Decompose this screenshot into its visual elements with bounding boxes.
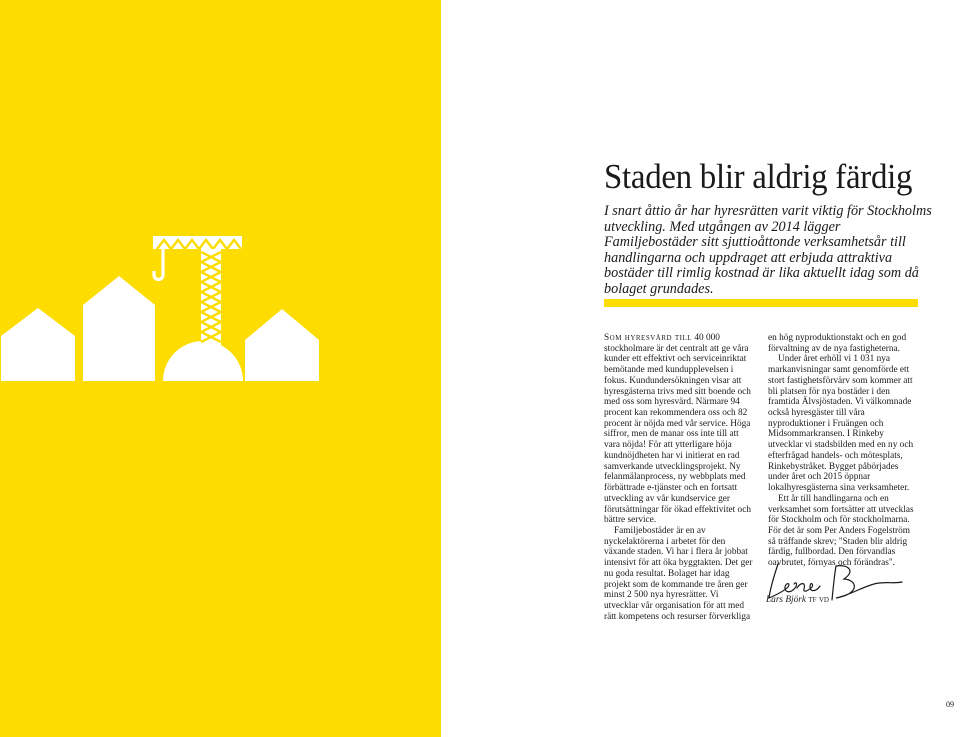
city-crane-illustration: [0, 0, 441, 737]
body-paragraph: en hög nyproduktionstakt och en god förvaltning av de nya fastigheterna.: [768, 333, 907, 354]
page-number: 09: [946, 700, 954, 709]
body-column-right: [768, 333, 920, 569]
accent-rule: [604, 299, 918, 307]
body-text: 40 000 stockholmare är det centralt att ge våra kunder ett effektivt och serviceinriktat bemötande med kundupplevelsen i fokus. Kundundersökningen visar att hyresgästerna trivs med sitt boende och med oss som hyresvärd. Närmare 94 procent kan rekommendera oss och 82 procent är nöjda med vår service. Höga siffror, men de manar oss inte till att vara nöjda! För att ytterligare höja kundnöjdheten har vi initierat en rad samverkande utvecklingsprojekt. Ny felanmälanprocess, ny webbplats med förbättrade e-tjänster och en fortsatt utveckling av vår kundservice ger förutsättningar för ökad effektivitet och bättre service.: [604, 333, 751, 526]
body-paragraph: [604, 333, 754, 526]
signer-role: tf vd: [808, 595, 829, 605]
body-column-left: [604, 333, 754, 622]
house-left-icon: [1, 308, 75, 381]
signature-caption: [766, 595, 829, 605]
crane-icon: [153, 236, 242, 348]
body-paragraph: Ett år till handlingarna och en verksamhet som fortsätter att utvecklas för Stockholm och för stockholmarna. För det är som Per Anders Fogelström så träffande skrev; "Staden blir aldrig färdig, fullbordad. Den förvandlas oavbrutet, förnyas och förändras".: [768, 493, 914, 569]
lead-in-caps: Som hyresvärd till: [604, 333, 693, 343]
house-tall-icon: [83, 276, 155, 381]
body-paragraph: Familjebostäder är en av nyckelaktörerna i arbetet för den växande staden. Vi har i flera år jobbat intensivt för att öka byggtakten. Det ger nu goda resultat. Bolaget har idag projekt som de kommande tre åren ger minst 2 500 nya hyresrätter. Vi utvecklar vår organisation för att med rätt kompetens och resurser förverkliga: [604, 525, 753, 622]
lead-paragraph: I snart åttio år har hyresrätten varit viktig för Stockholms utveckling. Med utgången av 2014 lägger Familjebostäder sitt sjuttioåttonde verksamhetsår till handlingarna och uppdraget att erbjuda attraktiva bostäder till rimlig kostnad är lika aktuellt idag som då bolaget grundades.: [604, 203, 932, 297]
house-right-icon: [245, 309, 319, 381]
page-title: Staden blir aldrig färdig: [604, 157, 913, 196]
body-paragraph: Under året erhöll vi 1 031 nya markanvisningar samt genomförde ett stort fastighetsförvärv som kommer att bli platsen för nya bostäder i den framtida Älvsjöstaden. Vi välkomnade också hyresgäster till våra nyproduktioner i Fruängen och Midsommarkransen. I Rinkeby utvecklar vi stadsbilden med en ny och efterfrågad handels- och mötesplats, Rinkebystråket. Bygget påbörjades under året och 2015 öppnar lokalhyresgästerna sina verksamheter.: [768, 354, 914, 494]
signer-name: Lars Björk: [766, 595, 807, 605]
